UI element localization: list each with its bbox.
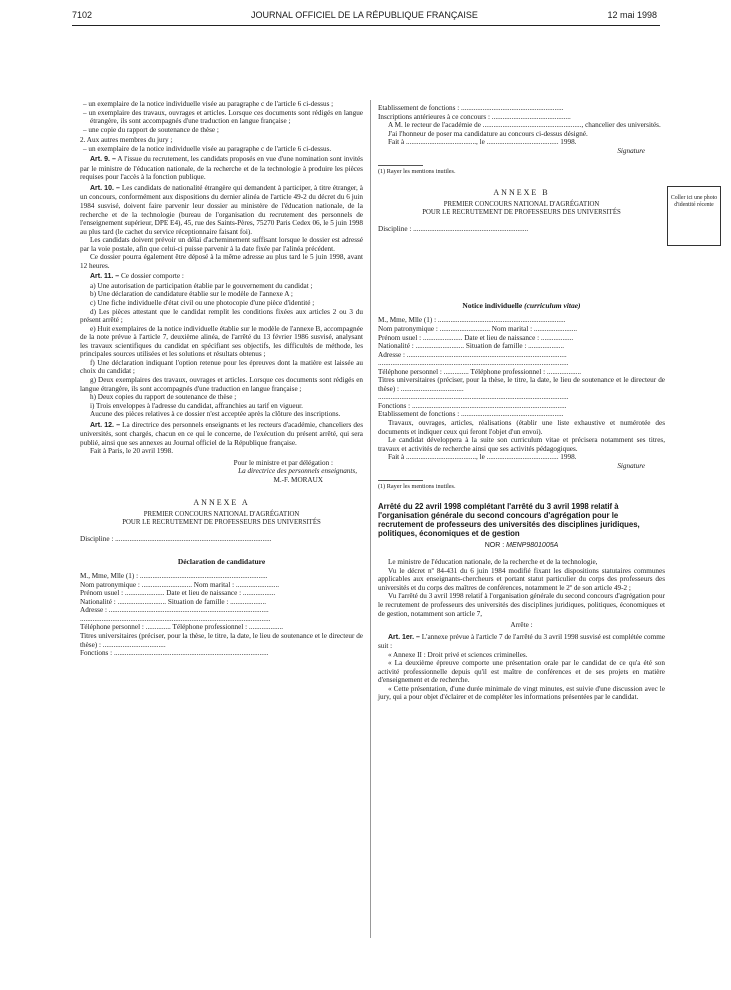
paragraph: Vu le décret nº 84-431 du 6 juin 1984 modifié fixant les dispositions statutaires communes applicables aux enseignants-chercheurs et portant statut particulier du corps des professeurs des universités et du corps des maîtres de conférences, notamment le 2º de son article 49-2 ; bbox=[378, 566, 665, 592]
form-line: Le candidat développera à la suite son curriculum vitae et précisera notamment ses titres, travaux et activités de recherche ainsi que ses activités pédagogiques. bbox=[378, 436, 665, 453]
article-9 bbox=[80, 155, 363, 182]
footnote: (1) Rayer les mentions inutiles. bbox=[378, 483, 456, 491]
signature-label: Signature bbox=[617, 146, 645, 155]
discipline-field: Discipline : ....................................................................................... bbox=[80, 535, 272, 544]
list-item: « Annexe II : Droit privé et sciences criminelles. bbox=[388, 650, 528, 659]
signature-label: Signature bbox=[617, 461, 645, 470]
concours-subtitle: POUR LE RECRUTEMENT DE PROFESSEURS DES UNIVERSITÉS bbox=[422, 209, 621, 217]
signature-name: M.-F. MORAUX bbox=[273, 475, 323, 484]
concours-subtitle: POUR LE RECRUTEMENT DE PROFESSEURS DES UNIVERSITÉS bbox=[122, 519, 321, 527]
list-item: g) Deux exemplaires des travaux, ouvrages et articles. Lorsque ces documents sont rédigés en langue étrangère, ils sont accompagnés d'une traduction en langue française ; bbox=[80, 375, 363, 393]
article-text: Les candidats de nationalité étrangère qui demandent à participer, à titre étranger, à un concours, conformément aux dispositions du dernier alinéa de l'article 49-2 du décret du 6 juin 1984 susvisé, doivent faire parvenir leur dossier au ministère de l'éducation nationale, de la recherche et de la technologie (bureau de l'organisation du recrutement des personnels de l'enseignement supérieur, DPE E4), 45, rue des Saints-Pères, 75270 Paris Cedex 06, le 5 juin 1998 au plus tard (le cachet du service réceptionnaire faisant foi). bbox=[80, 183, 363, 236]
paragraph: Les candidats doivent prévoir un délai d'acheminement suffisant lorsque le dossier est adressé par la voie postale, afin que celui-ci puisse parvenir à la date fixée par l'alinéa précédent. bbox=[80, 236, 363, 253]
article-text: La directrice des personnels enseignants et les recteurs d'académie, chanceliers des universités, sont chargés, chacun en ce qui le concerne, de l'exécution du présent arrêté, qui sera publié, ainsi que ses annexes au Journal officiel de la République française. bbox=[80, 420, 363, 447]
paragraph: Vu l'arrêté du 3 avril 1998 relatif à l'organisation générale du second concours d'agrégation pour le recrutement de professeurs des universités des disciplines juridiques, politiques, économiques et de gestion, notamment son article 7, bbox=[378, 592, 665, 618]
notice-title-main: Notice individuelle bbox=[462, 300, 523, 310]
form-line: M., Mme, Mlle (1) : ....................................................................... bbox=[378, 316, 566, 325]
photo-instruction: Coller ici une photo d'identité récente bbox=[670, 195, 718, 208]
declaration-title: Déclaration de candidature bbox=[177, 556, 266, 566]
form-line: .......................................................................................................... bbox=[80, 614, 271, 623]
list-item: d) Les pièces attestant que le candidat remplit les conditions fixées aux articles 2 ou 3 du présent arrêté ; bbox=[80, 307, 363, 325]
form-line: Fonctions : ...................................................................................... bbox=[378, 401, 567, 410]
list-item: « La deuxième épreuve comporte une présentation orale par le candidat de ce qu'a été son activité professionnelle depuis qu'il est maître de conférences et de ses projets en matière d'enseignement et de recherche. bbox=[378, 659, 665, 685]
form-line: .......................................................................................................... bbox=[378, 393, 569, 402]
form-line: .......................................................................................................... bbox=[378, 359, 569, 368]
article-10 bbox=[80, 184, 363, 236]
form-line: Inscriptions antérieures à ce concours : ............................................ bbox=[378, 112, 571, 121]
form-line: Adresse : ......................................................................................... bbox=[378, 350, 567, 359]
arrete-word: Arrête : bbox=[510, 621, 533, 630]
article-text: A l'issue du recrutement, les candidats proposés en vue d'une nomination sont invités par le ministre de l'éducation nationale, de la recherche et de la technologie à produire les pièces requises pour l'accès à la fonction publique. bbox=[80, 155, 363, 182]
form-line: Fait à ......................................., le ........................................ 1998. bbox=[388, 138, 577, 147]
page-number: 7102 bbox=[72, 10, 93, 20]
fait-line: Fait à Paris, le 20 avril 1998. bbox=[90, 447, 174, 456]
list-item: a) Une autorisation de participation établie par le gouvernement du candidat ; bbox=[90, 281, 313, 290]
signature-line: Pour le ministre et par délégation : bbox=[233, 458, 333, 467]
discipline-field: Discipline : ................................................................ bbox=[378, 225, 529, 234]
annexe-b-title: ANNEXE B bbox=[493, 187, 550, 197]
notice-title-sub: (curriculum vitae) bbox=[524, 300, 581, 310]
form-line: Travaux, ouvrages, articles, réalisations (établir une liste exhaustive et numérotée des documents et indiquer ceux qui feront l'objet d'un envoi). bbox=[378, 419, 665, 436]
page-header bbox=[72, 10, 657, 24]
list-item: 2. Aux autres membres du jury ; bbox=[80, 136, 173, 145]
nor-line bbox=[378, 542, 665, 551]
list-item: b) Une déclaration de candidature établie sur le modèle de l'annexe A ; bbox=[90, 290, 293, 299]
header-rule bbox=[72, 25, 660, 26]
nor-code: MENP9801005A bbox=[506, 541, 559, 549]
list-item: e) Huit exemplaires de la notice individuelle établie sur le modèle de l'annexe B, accompagnée de la note prévue à l'article 7, deuxième alinéa, de l'arrêté du 13 février 1986 susvisé, analysant les travaux scientifiques du candidat en spécifiant ses objectifs, les difficultés de méthode, les principales sources utilisées et les solutions et résultats obtenus ; bbox=[80, 324, 363, 359]
photo-box bbox=[667, 186, 721, 246]
form-line: Titres universitaires (préciser, pour la thèse, le titre, la date, le lieu de soutenance et le directeur de thèse) : ................................... bbox=[80, 631, 363, 649]
list-item: f) Une déclaration indiquant l'option retenue pour les épreuves dont la matière est laissée au choix du candidat ; bbox=[80, 358, 363, 376]
form-line: Téléphone personnel : .............. Téléphone professionnel : ................... bbox=[378, 367, 582, 376]
form-line: J'ai l'honneur de poser ma candidature au concours ci-dessus désigné. bbox=[388, 129, 588, 138]
list-item: « Cette présentation, d'une durée minimale de vingt minutes, est suivie d'une discussion avec le jury, qui a pour objet d'éclairer et de compléter les informations présentées par le candidat. bbox=[378, 684, 665, 702]
form-line: Nom patronymique : ............................ Nom marital : ........................ bbox=[378, 325, 578, 334]
article-1 bbox=[378, 633, 665, 651]
notice-title bbox=[378, 302, 665, 311]
paragraph: Le ministre de l'éducation nationale, de la recherche et de la technologie, bbox=[388, 558, 598, 567]
paragraph: Aucune des pièces relatives à ce dossier n'est acceptée après la clôture des inscriptions. bbox=[90, 410, 341, 419]
right-column bbox=[378, 104, 665, 702]
form-line: Prénom usuel : ...................... Date et lieu de naissance : .................. bbox=[378, 333, 574, 342]
footnote-rule bbox=[378, 165, 423, 166]
footnote: (1) Rayer les mentions inutiles. bbox=[378, 168, 456, 176]
form-line: Nationalité : ........................... Situation de famille : .................... bbox=[80, 597, 267, 606]
article-label: Art. 1er. – bbox=[388, 633, 420, 641]
list-item: h) Deux copies du rapport de soutenance de thèse ; bbox=[90, 393, 237, 402]
form-line: Fait à ......................................., le ........................................ 1998. bbox=[388, 453, 577, 462]
form-line: Titres universitaires (préciser, pour la thèse, le titre, la date, le lieu de soutenance et le directeur de thèse) : ................................... bbox=[378, 376, 665, 393]
article-12 bbox=[80, 421, 363, 448]
form-line: M., Mme, Mlle (1) : ....................................................................... bbox=[80, 572, 268, 581]
left-column bbox=[80, 100, 363, 658]
spacer bbox=[378, 234, 665, 292]
nor-label: NOR : bbox=[484, 541, 505, 549]
footnote-rule bbox=[378, 480, 423, 481]
concours-title: PREMIER CONCOURS NATIONAL D'AGRÉGATION bbox=[443, 201, 600, 209]
form-line: Nom patronymique : ............................ Nom marital : ........................ bbox=[80, 580, 280, 589]
form-line: A M. le recteur de l'académie de ......................................................., chancelier des universités. bbox=[388, 121, 661, 130]
article-label: Art. 9. – bbox=[90, 156, 116, 164]
form-line: Etablissement de fonctions : ......................................................... bbox=[378, 104, 564, 112]
list-item: – une copie du rapport de soutenance de thèse ; bbox=[83, 125, 219, 134]
form-line: Fonctions : ...................................................................................... bbox=[80, 649, 269, 658]
form-line: Prénom usuel : ...................... Date et lieu de naissance : .................. bbox=[80, 589, 276, 598]
article-label: Art. 10. – bbox=[90, 184, 120, 192]
annexe-a-title: ANNEXE A bbox=[193, 497, 250, 507]
form-line: Etablissement de fonctions : ......................................................... bbox=[378, 410, 564, 419]
article-label: Art. 12. – bbox=[90, 421, 121, 429]
form-line: Téléphone personnel : .............. Téléphone professionnel : ................... bbox=[80, 623, 284, 632]
arrete-title: Arrêté du 22 avril 1998 complétant l'arrêté du 3 avril 1998 relatif à l'organisation générale du second concours d'agrégation pour le recrutement de professeurs des universités des disciplines juridiques, politiques, économiques et de gestion bbox=[378, 501, 640, 539]
article-label: Art. 11. – bbox=[90, 273, 120, 281]
form-line: Nationalité : ........................... Situation de famille : .................... bbox=[378, 342, 565, 351]
signature-line: La directrice des personnels enseignants, bbox=[238, 467, 357, 476]
list-item: i) Trois enveloppes à l'adresse du candidat, affranchies au tarif en vigueur. bbox=[90, 401, 303, 410]
journal-title: JOURNAL OFFICIEL DE LA RÉPUBLIQUE FRANÇAISE bbox=[251, 10, 478, 20]
issue-date: 12 mai 1998 bbox=[607, 10, 657, 20]
list-item: – un exemplaire de la notice individuelle visée au paragraphe c de l'article 6 ci-dessus ; bbox=[83, 100, 334, 108]
article-text: Ce dossier comporte : bbox=[119, 272, 184, 281]
list-item: c) Une fiche individuelle d'état civil ou une photocopie d'une pièce d'identité ; bbox=[90, 299, 315, 308]
article-text: L'annexe prévue à l'article 7 de l'arrêté du 3 avril 1998 susvisé est complétée comme suit : bbox=[378, 632, 665, 651]
article-11 bbox=[80, 272, 363, 282]
form-line: Adresse : ......................................................................................... bbox=[80, 606, 269, 615]
paragraph: Ce dossier pourra également être déposé à la même adresse au plus tard le 5 juin 1998, avant 12 heures. bbox=[80, 253, 363, 270]
list-item: – un exemplaire de la notice individuelle visée au paragraphe c de l'article 6 ci-dessus. bbox=[83, 144, 332, 153]
list-item: – un exemplaire des travaux, ouvrages et articles. Lorsque ces documents sont rédigés en langue étrangère, ils sont accompagnés d'une traduction en langue française ; bbox=[83, 108, 363, 126]
column-divider bbox=[370, 100, 371, 938]
concours-title: PREMIER CONCOURS NATIONAL D'AGRÉGATION bbox=[143, 511, 300, 519]
